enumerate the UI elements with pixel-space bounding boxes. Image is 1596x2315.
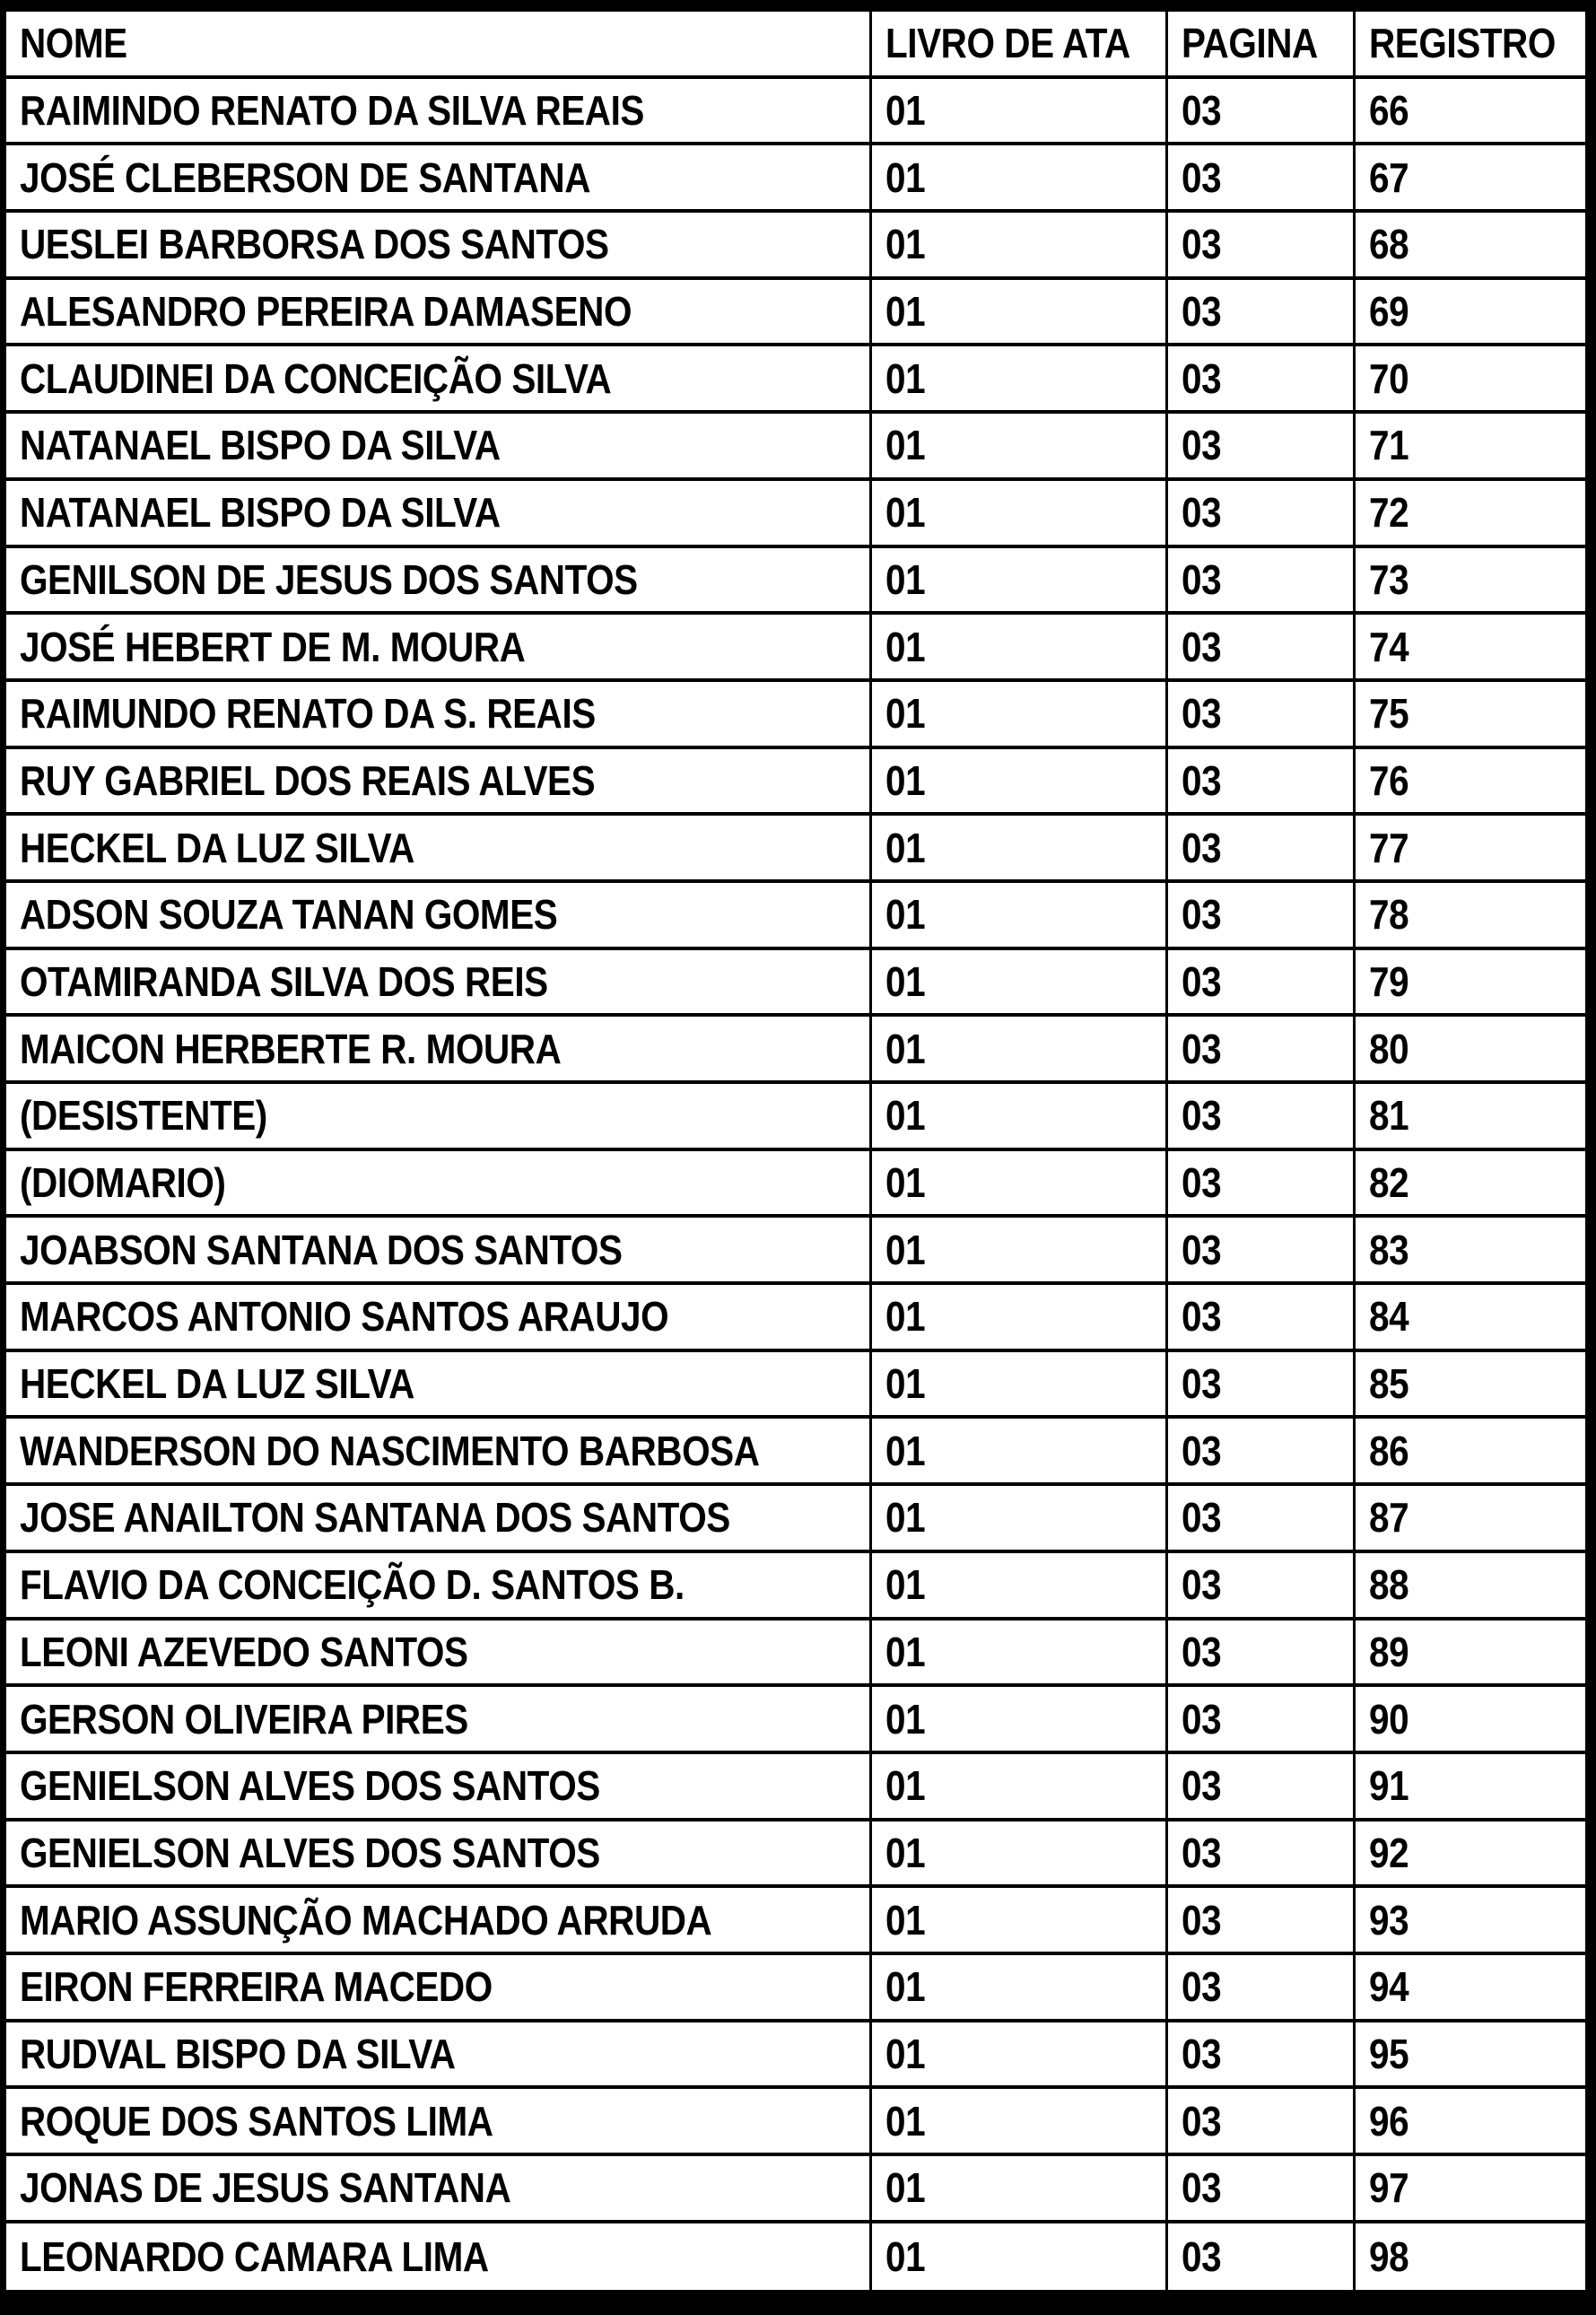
- cell-registro-text: 74: [1369, 623, 1409, 670]
- cell-registro: [1356, 1151, 1585, 1219]
- cell-pagina-text: 03: [1182, 422, 1222, 469]
- cell-livro-de-ata-text: 01: [885, 1896, 926, 1944]
- cell-livro-de-ata: [872, 481, 1168, 548]
- cell-nome: [6, 1553, 872, 1620]
- cell-registro: [1356, 414, 1585, 481]
- cell-livro-de-ata: [872, 950, 1168, 1018]
- cell-nome-text: (DESISTENTE): [20, 1092, 267, 1140]
- cell-registro: [1356, 1888, 1585, 1955]
- cell-registro-text: 66: [1369, 87, 1409, 135]
- cell-registro: [1356, 1285, 1585, 1352]
- cell-pagina-text: 03: [1182, 1829, 1222, 1876]
- cell-livro-de-ata: [872, 145, 1168, 213]
- cell-pagina: [1168, 1486, 1356, 1553]
- cell-pagina-text: 03: [1182, 1896, 1222, 1944]
- cell-registro-text: 76: [1369, 756, 1409, 804]
- cell-registro-text: 86: [1369, 1427, 1409, 1474]
- cell-pagina-text: 03: [1182, 2097, 1222, 2145]
- cell-registro: [1356, 950, 1585, 1018]
- cell-nome-text: JOSE ANAILTON SANTANA DOS SANTOS: [20, 1494, 730, 1542]
- cell-registro-text: 83: [1369, 1226, 1409, 1273]
- cell-registro: [1356, 79, 1585, 146]
- cell-pagina: [1168, 79, 1356, 146]
- cell-pagina: [1168, 2089, 1356, 2156]
- cell-registro-text: 77: [1369, 824, 1409, 871]
- cell-livro-de-ata: [872, 1486, 1168, 1553]
- cell-livro-de-ata: [872, 1955, 1168, 2022]
- cell-registro-text: 96: [1369, 2097, 1409, 2145]
- cell-nome-text: ALESANDRO PEREIRA DAMASENO: [20, 288, 632, 336]
- cell-registro-text: 98: [1369, 2233, 1409, 2281]
- cell-registro-text: 91: [1369, 1762, 1409, 1810]
- cell-livro-de-ata: [872, 1687, 1168, 1754]
- cell-registro-text: 81: [1369, 1092, 1409, 1140]
- cell-pagina: [1168, 1218, 1356, 1285]
- cell-nome: [6, 1151, 872, 1219]
- cell-nome: [6, 1419, 872, 1486]
- cell-registro-text: 90: [1369, 1695, 1409, 1743]
- cell-livro-de-ata-text: 01: [885, 354, 926, 402]
- cell-registro: [1356, 2089, 1585, 2156]
- cell-livro-de-ata-text: 01: [885, 1226, 926, 1273]
- cell-nome-text: HECKEL DA LUZ SILVA: [20, 824, 414, 871]
- cell-livro-de-ata-text: 01: [885, 422, 926, 469]
- registry-table: [6, 12, 1585, 2290]
- cell-pagina: [1168, 816, 1356, 883]
- cell-nome: [6, 1888, 872, 1955]
- cell-pagina: [1168, 548, 1356, 616]
- cell-nome-text: GENILSON DE JESUS DOS SANTOS: [20, 555, 638, 603]
- cell-registro: [1356, 1017, 1585, 1084]
- cell-nome: [6, 1955, 872, 2022]
- cell-livro-de-ata: [872, 615, 1168, 682]
- cell-pagina-text: 03: [1182, 1226, 1222, 1273]
- cell-pagina-text: 03: [1182, 153, 1222, 201]
- cell-pagina-text: 03: [1182, 756, 1222, 804]
- cell-nome: [6, 749, 872, 817]
- cell-livro-de-ata-text: 01: [885, 153, 926, 201]
- cell-registro-text: 82: [1369, 1159, 1409, 1207]
- cell-registro: [1356, 1821, 1585, 1889]
- cell-pagina: [1168, 1419, 1356, 1486]
- cell-livro-de-ata: [872, 2223, 1168, 2291]
- cell-pagina: [1168, 1553, 1356, 1620]
- cell-livro-de-ata: [872, 1218, 1168, 1285]
- cell-pagina: [1168, 1151, 1356, 1219]
- cell-pagina-text: 03: [1182, 824, 1222, 871]
- cell-pagina: [1168, 1084, 1356, 1151]
- cell-nome-text: JONAS DE JESUS SANTANA: [20, 2164, 511, 2212]
- cell-pagina-text: 03: [1182, 2164, 1222, 2212]
- cell-registro-text: 97: [1369, 2164, 1409, 2212]
- cell-pagina-text: 03: [1182, 957, 1222, 1005]
- cell-registro-text: 72: [1369, 489, 1409, 537]
- cell-pagina-text: 03: [1182, 1762, 1222, 1810]
- cell-pagina-text: 03: [1182, 2030, 1222, 2077]
- cell-registro: [1356, 1955, 1585, 2022]
- cell-nome: [6, 280, 872, 347]
- cell-livro-de-ata: [872, 1553, 1168, 1620]
- cell-registro: [1356, 1754, 1585, 1821]
- cell-pagina-text: 03: [1182, 1025, 1222, 1072]
- cell-livro-de-ata: [872, 1084, 1168, 1151]
- cell-registro-text: 79: [1369, 957, 1409, 1005]
- cell-livro-de-ata: [872, 1754, 1168, 1821]
- cell-registro: [1356, 1687, 1585, 1754]
- column-header-registro-label: REGISTRO: [1369, 20, 1556, 67]
- cell-pagina: [1168, 950, 1356, 1018]
- cell-registro: [1356, 481, 1585, 548]
- cell-nome-text: LEONARDO CAMARA LIMA: [20, 2233, 489, 2281]
- cell-nome-text: MARIO ASSUNÇÃO MACHADO ARRUDA: [20, 1896, 712, 1944]
- cell-nome: [6, 1084, 872, 1151]
- cell-pagina: [1168, 1687, 1356, 1754]
- cell-registro: [1356, 1620, 1585, 1688]
- cell-nome-text: ADSON SOUZA TANAN GOMES: [20, 891, 558, 939]
- cell-nome: [6, 346, 872, 414]
- cell-nome-text: FLAVIO DA CONCEIÇÃO D. SANTOS B.: [20, 1561, 685, 1609]
- cell-registro: [1356, 1486, 1585, 1553]
- cell-livro-de-ata-text: 01: [885, 957, 926, 1005]
- cell-pagina-text: 03: [1182, 1360, 1222, 1408]
- cell-registro: [1356, 2022, 1585, 2090]
- cell-pagina-text: 03: [1182, 690, 1222, 738]
- column-header-pagina: [1168, 12, 1356, 79]
- cell-livro-de-ata: [872, 213, 1168, 280]
- cell-registro: [1356, 1218, 1585, 1285]
- cell-pagina-text: 03: [1182, 891, 1222, 939]
- cell-livro-de-ata-text: 01: [885, 1628, 926, 1675]
- cell-registro: [1356, 2156, 1585, 2223]
- cell-nome-text: NATANAEL BISPO DA SILVA: [20, 489, 501, 537]
- cell-registro-text: 89: [1369, 1628, 1409, 1675]
- cell-pagina-text: 03: [1182, 1561, 1222, 1609]
- cell-registro-text: 88: [1369, 1561, 1409, 1609]
- cell-livro-de-ata: [872, 1285, 1168, 1352]
- cell-registro-text: 70: [1369, 354, 1409, 402]
- cell-registro-text: 93: [1369, 1896, 1409, 1944]
- cell-registro: [1356, 346, 1585, 414]
- cell-livro-de-ata: [872, 2156, 1168, 2223]
- cell-registro-text: 75: [1369, 690, 1409, 738]
- cell-nome-text: JOSÉ HEBERT DE M. MOURA: [20, 623, 526, 670]
- cell-pagina-text: 03: [1182, 1159, 1222, 1207]
- cell-livro-de-ata-text: 01: [885, 221, 926, 268]
- cell-pagina-text: 03: [1182, 1628, 1222, 1675]
- cell-pagina: [1168, 2022, 1356, 2090]
- cell-registro: [1356, 749, 1585, 817]
- cell-registro: [1356, 548, 1585, 616]
- cell-livro-de-ata: [872, 816, 1168, 883]
- cell-registro: [1356, 682, 1585, 749]
- cell-nome: [6, 682, 872, 749]
- cell-livro-de-ata-text: 01: [885, 2233, 926, 2281]
- cell-pagina-text: 03: [1182, 1293, 1222, 1341]
- cell-nome-text: GENIELSON ALVES DOS SANTOS: [20, 1762, 600, 1810]
- cell-nome: [6, 213, 872, 280]
- cell-pagina-text: 03: [1182, 87, 1222, 135]
- cell-livro-de-ata: [872, 1888, 1168, 1955]
- cell-nome-text: NATANAEL BISPO DA SILVA: [20, 422, 501, 469]
- cell-nome: [6, 2022, 872, 2090]
- cell-nome-text: CLAUDINEI DA CONCEIÇÃO SILVA: [20, 354, 612, 402]
- cell-nome: [6, 950, 872, 1018]
- cell-pagina-text: 03: [1182, 489, 1222, 537]
- cell-registro: [1356, 213, 1585, 280]
- cell-livro-de-ata: [872, 1620, 1168, 1688]
- cell-pagina: [1168, 883, 1356, 950]
- column-header-registro: [1356, 12, 1585, 79]
- cell-livro-de-ata-text: 01: [885, 1829, 926, 1876]
- cell-livro-de-ata: [872, 1419, 1168, 1486]
- cell-nome: [6, 1017, 872, 1084]
- cell-livro-de-ata: [872, 1352, 1168, 1420]
- cell-livro-de-ata-text: 01: [885, 1360, 926, 1408]
- cell-registro: [1356, 883, 1585, 950]
- cell-registro-text: 68: [1369, 221, 1409, 268]
- cell-pagina: [1168, 145, 1356, 213]
- cell-registro-text: 80: [1369, 1025, 1409, 1072]
- cell-registro: [1356, 280, 1585, 347]
- cell-nome-text: RUY GABRIEL DOS REAIS ALVES: [20, 756, 596, 804]
- cell-nome-text: GENIELSON ALVES DOS SANTOS: [20, 1829, 600, 1876]
- cell-nome-text: GERSON OLIVEIRA PIRES: [20, 1695, 468, 1743]
- column-header-pagina-label: PAGINA: [1182, 20, 1318, 67]
- cell-livro-de-ata: [872, 682, 1168, 749]
- cell-pagina: [1168, 346, 1356, 414]
- cell-nome-text: MARCOS ANTONIO SANTOS ARAUJO: [20, 1293, 669, 1341]
- cell-pagina-text: 03: [1182, 555, 1222, 603]
- cell-livro-de-ata-text: 01: [885, 623, 926, 670]
- cell-pagina: [1168, 1754, 1356, 1821]
- cell-nome-text: (DIOMARIO): [20, 1159, 226, 1207]
- cell-registro-text: 85: [1369, 1360, 1409, 1408]
- cell-nome-text: EIRON FERREIRA MACEDO: [20, 1963, 493, 2011]
- cell-pagina-text: 03: [1182, 2233, 1222, 2281]
- cell-livro-de-ata: [872, 1151, 1168, 1219]
- cell-livro-de-ata: [872, 414, 1168, 481]
- cell-registro-text: 71: [1369, 422, 1409, 469]
- cell-livro-de-ata-text: 01: [885, 891, 926, 939]
- cell-pagina: [1168, 481, 1356, 548]
- cell-registro-text: 92: [1369, 1829, 1409, 1876]
- cell-nome: [6, 883, 872, 950]
- cell-pagina-text: 03: [1182, 221, 1222, 268]
- cell-livro-de-ata-text: 01: [885, 1025, 926, 1072]
- cell-livro-de-ata-text: 01: [885, 1963, 926, 2011]
- cell-pagina: [1168, 1821, 1356, 1889]
- column-header-livro-de-ata: [872, 12, 1168, 79]
- cell-registro: [1356, 1084, 1585, 1151]
- cell-nome: [6, 2223, 872, 2291]
- cell-nome-text: RAIMUNDO RENATO DA S. REAIS: [20, 690, 596, 738]
- cell-pagina: [1168, 213, 1356, 280]
- cell-nome: [6, 145, 872, 213]
- cell-livro-de-ata: [872, 2022, 1168, 2090]
- cell-pagina-text: 03: [1182, 1695, 1222, 1743]
- cell-nome-text: ROQUE DOS SANTOS LIMA: [20, 2097, 493, 2145]
- cell-nome: [6, 1218, 872, 1285]
- cell-nome-text: RUDVAL BISPO DA SILVA: [20, 2030, 456, 2077]
- cell-registro-text: 67: [1369, 153, 1409, 201]
- cell-nome: [6, 1352, 872, 1420]
- cell-nome: [6, 1821, 872, 1889]
- cell-pagina-text: 03: [1182, 354, 1222, 402]
- cell-livro-de-ata-text: 01: [885, 1293, 926, 1341]
- column-header-livro-de-ata-label: LIVRO DE ATA: [885, 20, 1130, 67]
- cell-nome: [6, 481, 872, 548]
- cell-pagina: [1168, 1955, 1356, 2022]
- cell-livro-de-ata-text: 01: [885, 1159, 926, 1207]
- cell-registro-text: 73: [1369, 555, 1409, 603]
- cell-nome-text: JOABSON SANTANA DOS SANTOS: [20, 1226, 623, 1273]
- cell-livro-de-ata: [872, 2089, 1168, 2156]
- cell-livro-de-ata: [872, 280, 1168, 347]
- cell-pagina-text: 03: [1182, 1427, 1222, 1474]
- cell-livro-de-ata: [872, 1821, 1168, 1889]
- cell-livro-de-ata: [872, 346, 1168, 414]
- cell-nome-text: WANDERSON DO NASCIMENTO BARBOSA: [20, 1427, 760, 1474]
- cell-livro-de-ata-text: 01: [885, 690, 926, 738]
- column-header-nome: [6, 12, 872, 79]
- cell-registro: [1356, 816, 1585, 883]
- cell-livro-de-ata-text: 01: [885, 555, 926, 603]
- cell-nome: [6, 1754, 872, 1821]
- cell-nome-text: OTAMIRANDA SILVA DOS REIS: [20, 957, 548, 1005]
- cell-pagina-text: 03: [1182, 1092, 1222, 1140]
- cell-nome-text: UESLEI BARBORSA DOS SANTOS: [20, 221, 609, 268]
- cell-pagina: [1168, 2156, 1356, 2223]
- cell-nome-text: HECKEL DA LUZ SILVA: [20, 1360, 414, 1408]
- cell-pagina: [1168, 280, 1356, 347]
- cell-nome: [6, 1285, 872, 1352]
- cell-livro-de-ata-text: 01: [885, 489, 926, 537]
- cell-livro-de-ata-text: 01: [885, 1092, 926, 1140]
- cell-livro-de-ata: [872, 749, 1168, 817]
- cell-nome-text: MAICON HERBERTE R. MOURA: [20, 1025, 562, 1072]
- cell-registro: [1356, 1352, 1585, 1420]
- cell-registro-text: 84: [1369, 1293, 1409, 1341]
- cell-pagina-text: 03: [1182, 1494, 1222, 1542]
- cell-registro: [1356, 615, 1585, 682]
- cell-registro-text: 95: [1369, 2030, 1409, 2077]
- cell-registro-text: 78: [1369, 891, 1409, 939]
- cell-livro-de-ata-text: 01: [885, 756, 926, 804]
- cell-pagina: [1168, 749, 1356, 817]
- cell-livro-de-ata-text: 01: [885, 824, 926, 871]
- cell-nome: [6, 548, 872, 616]
- cell-registro-text: 69: [1369, 288, 1409, 336]
- cell-nome: [6, 79, 872, 146]
- cell-pagina-text: 03: [1182, 623, 1222, 670]
- cell-registro-text: 87: [1369, 1494, 1409, 1542]
- cell-livro-de-ata-text: 01: [885, 2097, 926, 2145]
- cell-pagina: [1168, 1352, 1356, 1420]
- cell-nome-text: RAIMINDO RENATO DA SILVA REAIS: [20, 87, 644, 135]
- cell-nome: [6, 414, 872, 481]
- cell-pagina: [1168, 615, 1356, 682]
- cell-registro-text: 94: [1369, 1963, 1409, 2011]
- cell-livro-de-ata: [872, 1017, 1168, 1084]
- cell-pagina: [1168, 1017, 1356, 1084]
- cell-pagina-text: 03: [1182, 1963, 1222, 2011]
- cell-livro-de-ata: [872, 79, 1168, 146]
- cell-livro-de-ata-text: 01: [885, 2030, 926, 2077]
- cell-pagina: [1168, 2223, 1356, 2291]
- cell-pagina: [1168, 414, 1356, 481]
- cell-livro-de-ata-text: 01: [885, 1494, 926, 1542]
- cell-nome: [6, 2156, 872, 2223]
- cell-livro-de-ata-text: 01: [885, 1762, 926, 1810]
- cell-registro: [1356, 145, 1585, 213]
- cell-pagina-text: 03: [1182, 288, 1222, 336]
- column-header-nome-label: NOME: [20, 20, 127, 67]
- cell-nome: [6, 1620, 872, 1688]
- cell-pagina: [1168, 1888, 1356, 1955]
- cell-livro-de-ata-text: 01: [885, 87, 926, 135]
- registry-document: [4, 9, 1588, 2293]
- cell-nome: [6, 1486, 872, 1553]
- cell-nome: [6, 615, 872, 682]
- cell-livro-de-ata-text: 01: [885, 1695, 926, 1743]
- cell-pagina: [1168, 682, 1356, 749]
- cell-livro-de-ata: [872, 883, 1168, 950]
- cell-livro-de-ata-text: 01: [885, 288, 926, 336]
- cell-livro-de-ata: [872, 548, 1168, 616]
- cell-nome: [6, 816, 872, 883]
- cell-registro: [1356, 1553, 1585, 1620]
- cell-registro: [1356, 2223, 1585, 2291]
- cell-livro-de-ata-text: 01: [885, 2164, 926, 2212]
- cell-nome: [6, 1687, 872, 1754]
- cell-nome-text: LEONI AZEVEDO SANTOS: [20, 1628, 468, 1675]
- cell-livro-de-ata-text: 01: [885, 1561, 926, 1609]
- cell-registro: [1356, 1419, 1585, 1486]
- cell-pagina: [1168, 1620, 1356, 1688]
- cell-pagina: [1168, 1285, 1356, 1352]
- cell-livro-de-ata-text: 01: [885, 1427, 926, 1474]
- cell-nome-text: JOSÉ CLEBERSON DE SANTANA: [20, 153, 591, 201]
- cell-nome: [6, 2089, 872, 2156]
